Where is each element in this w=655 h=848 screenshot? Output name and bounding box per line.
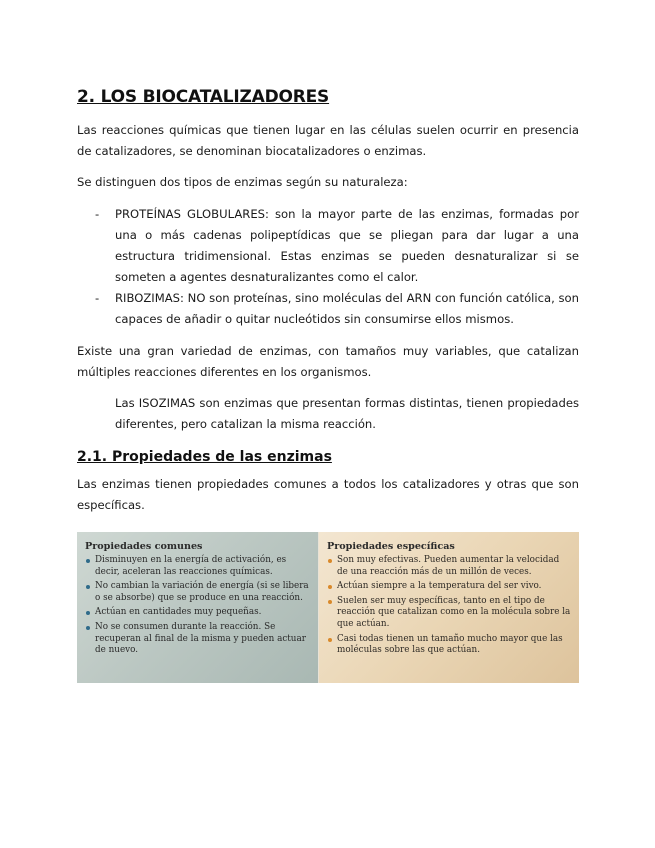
list-item-text: PROTEÍNAS GLOBULARES: son la mayor parte de las enzimas, formadas por una o más cadenas polipeptídicas que se pliegan para dar lugar a una estructura tridimensional. Estas enzimas se pueden desnaturalizar si se someten a agentes desnaturalizantes como el calor. xyxy=(115,207,579,284)
variety-paragraph: Existe una gran variedad de enzimas, con tamaños muy variables, que catalizan múltiples reacciones diferentes en los organismos. xyxy=(77,344,579,379)
specific-properties-list xyxy=(327,555,571,657)
bullet-icon xyxy=(328,559,332,563)
common-properties-column xyxy=(77,532,318,683)
properties-table-image xyxy=(77,532,579,683)
bullet-icon xyxy=(86,626,90,630)
isozimas-paragraph: Las ISOZIMAS son enzimas que presentan formas distintas, tienen propiedades diferentes, pero catalizan la misma reacción. xyxy=(115,396,579,431)
list-item xyxy=(85,622,310,657)
bullet-icon xyxy=(328,600,332,604)
bullet-icon xyxy=(328,638,332,642)
list-item-text: Casi todas tienen un tamaño mucho mayor que las moléculas sobre las que actúan. xyxy=(337,633,563,656)
specific-properties-column xyxy=(318,532,579,683)
bullet-icon xyxy=(86,559,90,563)
list-item-text: Disminuyen en la energía de activación, es decir, aceleran las reacciones químicas. xyxy=(95,555,287,577)
list-item xyxy=(85,555,310,578)
intro-paragraph: Las reacciones químicas que tienen lugar en las células suelen ocurrir en presencia de catalizadores, se denominan biocatalizadores o enzimas. xyxy=(77,123,579,158)
types-intro-paragraph: Se distinguen dos tipos de enzimas según su naturaleza: xyxy=(77,175,408,189)
list-item xyxy=(327,596,571,631)
list-item-text: Suelen ser muy específicas, tanto en el tipo de reacción que catalizan como en la molécula sobre la que actúan. xyxy=(337,595,571,629)
list-item-text: RIBOZIMAS: NO son proteínas, sino moléculas del ARN con función católica, son capaces de añadir o quitar nucleótidos sin consumirse ellos mismos. xyxy=(115,291,579,326)
list-item xyxy=(77,288,579,330)
dash-marker: - xyxy=(95,207,100,221)
enzyme-types-list xyxy=(77,204,579,330)
list-item-text: No cambian la variación de energía (si se libera o se absorbe) que se produce en una reacción. xyxy=(95,581,309,603)
list-item xyxy=(327,555,571,578)
specific-properties-title: Propiedades específicas xyxy=(327,541,455,552)
properties-intro-paragraph: Las enzimas tienen propiedades comunes a todos los catalizadores y otras que son específicas. xyxy=(77,477,579,512)
dash-marker: - xyxy=(95,291,100,305)
section-heading: 2. LOS BIOCATALIZADORES xyxy=(77,87,330,107)
list-item-text: Actúan siempre a la temperatura del ser vivo. xyxy=(337,581,542,592)
list-item xyxy=(77,204,579,288)
list-item xyxy=(85,607,310,619)
list-item xyxy=(327,581,571,593)
bullet-icon xyxy=(86,611,90,615)
list-item-text: No se consumen durante la reacción. Se recuperan al final de la misma y pueden actuar de nuevo. xyxy=(95,621,306,656)
bullet-icon xyxy=(328,585,332,589)
bullet-icon xyxy=(86,585,90,589)
list-item xyxy=(85,581,310,604)
common-properties-title: Propiedades comunes xyxy=(85,541,203,552)
subsection-heading: 2.1. Propiedades de las enzimas xyxy=(77,449,332,465)
common-properties-list xyxy=(85,555,310,657)
list-item-text: Son muy efectivas. Pueden aumentar la velocidad de una reacción más de un millón de veces. xyxy=(337,555,560,577)
list-item-text: Actúan en cantidades muy pequeñas. xyxy=(95,607,262,618)
list-item xyxy=(327,634,571,657)
